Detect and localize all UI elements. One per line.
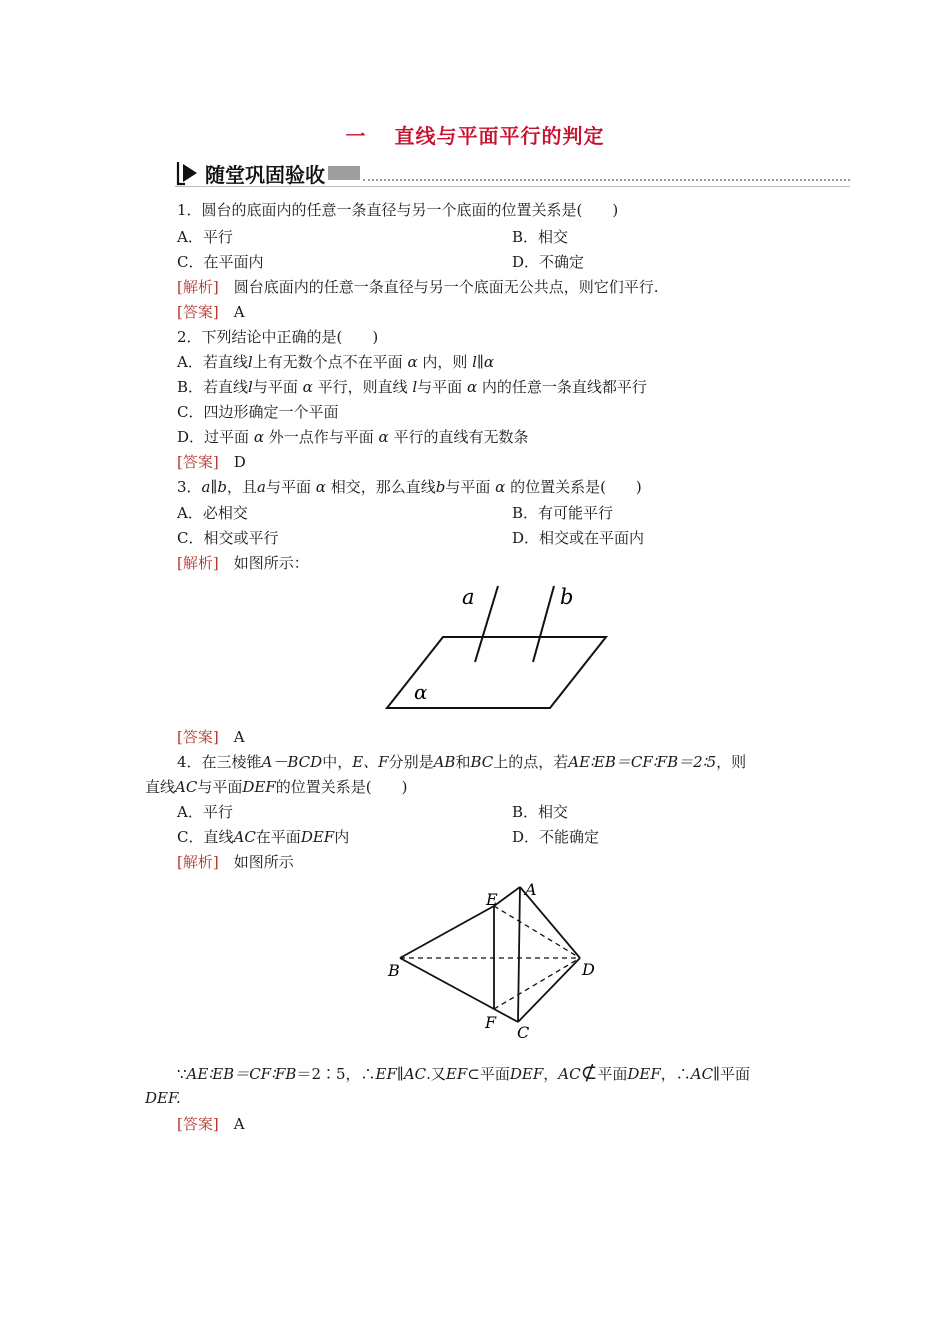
title-text: 直线与平面平行的判定 bbox=[394, 124, 605, 148]
answer-tag: [答案] bbox=[177, 303, 219, 321]
q3-option-d: D．相交或在平面内 bbox=[512, 529, 645, 547]
edge-FC bbox=[494, 1009, 518, 1022]
text: ，且 bbox=[227, 478, 258, 496]
not-subset-symbol: ⊄ bbox=[580, 1060, 598, 1084]
text: B．若直线 bbox=[177, 378, 249, 396]
text: 与平面 bbox=[197, 778, 243, 796]
math: l bbox=[248, 378, 253, 396]
edge-BE bbox=[400, 906, 494, 958]
math: AC∥ bbox=[690, 1065, 721, 1083]
title-number: 一 bbox=[345, 124, 367, 148]
q4-option-d: D．不能确定 bbox=[512, 828, 600, 846]
text: ＝2∶5，∴ bbox=[296, 1065, 376, 1083]
text: 在平面 bbox=[255, 828, 301, 846]
subset-symbol: ⊂ bbox=[467, 1065, 480, 1083]
math: l∥α bbox=[472, 353, 495, 371]
math: BC bbox=[470, 753, 494, 771]
text: 4．在三棱锥 bbox=[177, 753, 262, 771]
math: AB bbox=[433, 753, 456, 771]
text: 分别是 bbox=[388, 753, 434, 771]
text: A．若直线 bbox=[177, 353, 248, 371]
text: D．过平面 bbox=[177, 428, 250, 446]
math: α bbox=[378, 428, 389, 446]
q3-analysis bbox=[177, 553, 309, 573]
text: 内，则 bbox=[422, 353, 468, 371]
text: 和 bbox=[455, 753, 471, 771]
text: C．直线 bbox=[177, 828, 234, 846]
banner-label: 随堂巩固验收 bbox=[205, 163, 325, 187]
math: b bbox=[435, 478, 446, 496]
page-title bbox=[0, 120, 950, 149]
q1-answer-value: A bbox=[233, 303, 245, 321]
q1-option-c: C．在平面内 bbox=[177, 253, 264, 271]
math: AE∶EB＝CF∶FB bbox=[186, 1065, 297, 1083]
q4-option-a: A．平行 bbox=[177, 803, 233, 821]
banner-rule bbox=[175, 186, 850, 187]
text: 直线 bbox=[145, 778, 176, 796]
q3-answer bbox=[177, 727, 245, 747]
q4-stem-line2 bbox=[145, 777, 407, 797]
q2-option-c: C．四边形确定一个平面 bbox=[177, 403, 339, 421]
q1-option-b: B．相交 bbox=[512, 228, 569, 246]
answer-tag: [答案] bbox=[177, 728, 219, 746]
q4-proof-line2: DEF. bbox=[145, 1089, 181, 1107]
q2-option-a bbox=[177, 352, 494, 372]
analysis-tag: [解析] bbox=[177, 278, 219, 296]
text: ∵ bbox=[177, 1065, 187, 1083]
math: l bbox=[412, 378, 418, 396]
vertex-label-c: C bbox=[517, 1023, 530, 1042]
math: α bbox=[253, 428, 264, 446]
text: 的位置关系是( ) bbox=[510, 478, 642, 496]
q4-analysis-text: 如图所示 bbox=[233, 853, 294, 871]
q4-proof-line1 bbox=[177, 1062, 750, 1084]
text: 3． bbox=[177, 478, 202, 496]
answer-tag: [答案] bbox=[177, 453, 219, 471]
section-banner bbox=[175, 158, 850, 188]
q2-answer-value: D bbox=[233, 453, 246, 471]
text: 与平面 bbox=[252, 378, 298, 396]
analysis-tag: [解析] bbox=[177, 853, 219, 871]
math: AE∶EB＝CF∶FB＝2∶5 bbox=[568, 753, 717, 771]
q3-stem bbox=[177, 477, 642, 497]
q2-stem: 2．下列结论中正确的是( ) bbox=[177, 328, 379, 346]
math: AC bbox=[233, 828, 256, 846]
text: 与平面 bbox=[445, 478, 491, 496]
math: DEF bbox=[627, 1065, 661, 1083]
math: DEF bbox=[509, 1065, 544, 1083]
q4-analysis bbox=[177, 852, 294, 872]
q4-answer bbox=[177, 1114, 245, 1134]
text: 平行，则直线 bbox=[317, 378, 408, 396]
math: AC bbox=[175, 778, 198, 796]
q1-option-a: A．平行 bbox=[177, 228, 233, 246]
line-b bbox=[533, 586, 554, 662]
math: l bbox=[247, 353, 253, 371]
q3-option-a: A．必相交 bbox=[177, 504, 248, 522]
play-arrow-icon bbox=[175, 160, 201, 186]
q1-stem: 1．圆台的底面内的任意一条直径与另一个底面的位置关系是( ) bbox=[177, 201, 619, 219]
plane-lines-figure bbox=[380, 580, 620, 715]
math: AC bbox=[558, 1065, 581, 1083]
text: 与平面 bbox=[417, 378, 463, 396]
text: 相交，那么直线 bbox=[330, 478, 436, 496]
text: 中， bbox=[322, 753, 353, 771]
vertex-label-b: B bbox=[388, 961, 400, 980]
math: α bbox=[315, 478, 326, 496]
text: 平面 bbox=[479, 1065, 510, 1083]
line-a bbox=[475, 586, 498, 662]
q4-stem-line1 bbox=[177, 752, 746, 772]
label-a: a bbox=[462, 585, 475, 609]
math: DEF bbox=[300, 828, 335, 846]
text: 与平面 bbox=[266, 478, 312, 496]
edge-AC bbox=[518, 887, 520, 1022]
q4-answer-value: A bbox=[233, 1115, 245, 1133]
label-alpha: α bbox=[414, 680, 428, 704]
text: 上的点，若 bbox=[493, 753, 569, 771]
q4-option-b: B．相交 bbox=[512, 803, 569, 821]
edge-ED-hidden bbox=[494, 906, 580, 958]
math: a∥b bbox=[201, 478, 228, 496]
math: E、F bbox=[352, 753, 389, 771]
text: 内的任意一条直线都平行 bbox=[481, 378, 647, 396]
vertex-label-a: A bbox=[525, 880, 537, 899]
math: A－BCD bbox=[261, 753, 323, 771]
q2-option-d bbox=[177, 427, 528, 447]
math: a bbox=[257, 478, 266, 496]
vertex-label-e: E bbox=[486, 890, 498, 909]
banner-dotted-rule bbox=[363, 179, 850, 181]
text: 的位置关系是( ) bbox=[275, 778, 408, 796]
q3-analysis-text: 如图所示： bbox=[233, 554, 309, 572]
text: ，∴ bbox=[660, 1065, 691, 1083]
label-b: b bbox=[560, 585, 574, 609]
edge-EA bbox=[494, 887, 520, 906]
q1-analysis bbox=[177, 277, 659, 297]
text: 平面 bbox=[720, 1065, 751, 1083]
q1-answer bbox=[177, 302, 245, 322]
math: α bbox=[407, 353, 418, 371]
math: EF∥AC bbox=[375, 1065, 427, 1083]
text: 上有无数个点不在平面 bbox=[252, 353, 403, 371]
vertex-label-d: D bbox=[582, 960, 595, 979]
q2-answer bbox=[177, 452, 246, 472]
text: 外一点作与平面 bbox=[268, 428, 374, 446]
q3-answer-value: A bbox=[233, 728, 245, 746]
math: α bbox=[495, 478, 506, 496]
math: DEF bbox=[242, 778, 276, 796]
text: 内 bbox=[334, 828, 350, 846]
analysis-tag: [解析] bbox=[177, 554, 219, 572]
text: ，则 bbox=[716, 753, 747, 771]
text: 平面 bbox=[597, 1065, 628, 1083]
text: .又 bbox=[426, 1065, 446, 1083]
text: ， bbox=[543, 1065, 559, 1083]
edge-BF bbox=[400, 958, 494, 1009]
q2-option-b bbox=[177, 377, 647, 397]
tetrahedron-figure bbox=[385, 875, 605, 1045]
q3-option-b: B．有可能平行 bbox=[512, 504, 614, 522]
q1-option-d: D．不确定 bbox=[512, 253, 585, 271]
q4-option-c bbox=[177, 827, 349, 847]
q3-option-c: C．相交或平行 bbox=[177, 529, 279, 547]
banner-grey-bar bbox=[328, 166, 360, 180]
math: α bbox=[466, 378, 478, 396]
vertex-label-f: F bbox=[485, 1013, 497, 1032]
q1-analysis-text: 圆台底面内的任意一条直径与另一个底面无公共点，则它们平行. bbox=[233, 278, 659, 296]
answer-tag: [答案] bbox=[177, 1115, 219, 1133]
math: EF bbox=[445, 1065, 468, 1083]
text: 平行的直线有无数条 bbox=[393, 428, 529, 446]
math: α bbox=[302, 378, 313, 396]
